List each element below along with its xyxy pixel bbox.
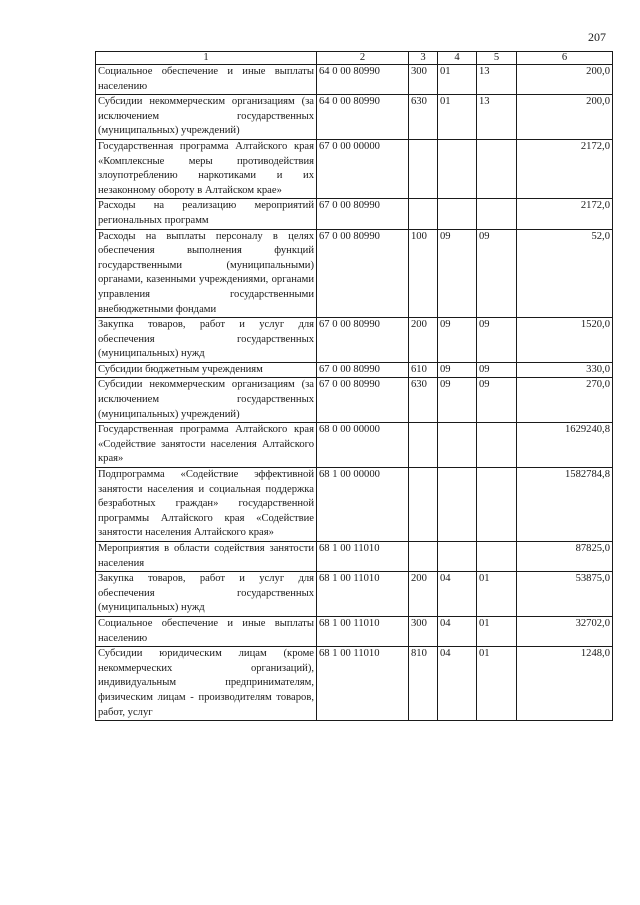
expense-type bbox=[409, 423, 438, 468]
subsection bbox=[477, 199, 517, 229]
amount: 2172,0 bbox=[517, 199, 613, 229]
subsection bbox=[477, 423, 517, 468]
expense-type: 200 bbox=[409, 572, 438, 617]
expense-name: Расходы на выплаты персоналу в целях обеспечения выполнения функций государственными (муниципальными) органами, казенными учреждениями, органами управления государственными внебюджетными фондами bbox=[96, 229, 317, 318]
budget-table bbox=[95, 51, 613, 721]
expense-type: 610 bbox=[409, 362, 438, 378]
section: 04 bbox=[438, 616, 477, 646]
section: 09 bbox=[438, 362, 477, 378]
expense-name: Субсидии некоммерческим организациям (за исключением государственных (муниципальных) учреждений) bbox=[96, 378, 317, 423]
expense-name: Социальное обеспечение и иные выплаты населению bbox=[96, 616, 317, 646]
amount: 52,0 bbox=[517, 229, 613, 318]
expense-type: 300 bbox=[409, 616, 438, 646]
expense-name: Подпрограмма «Содействие эффективной занятости населения и социальная поддержка безработных граждан» государственной программы Алтайского края «Содействие занятости населения Алтайского края» bbox=[96, 468, 317, 542]
expense-name: Закупка товаров, работ и услуг для обеспечения государственных (муниципальных) нужд bbox=[96, 318, 317, 363]
table-row bbox=[96, 199, 613, 229]
section bbox=[438, 542, 477, 572]
expense-name: Субсидии бюджетным учреждениям bbox=[96, 362, 317, 378]
amount: 1582784,8 bbox=[517, 468, 613, 542]
subsection bbox=[477, 542, 517, 572]
section bbox=[438, 139, 477, 198]
section: 09 bbox=[438, 378, 477, 423]
target-code: 68 0 00 00000 bbox=[317, 423, 409, 468]
target-code: 68 1 00 11010 bbox=[317, 616, 409, 646]
table-row bbox=[96, 616, 613, 646]
amount: 1248,0 bbox=[517, 647, 613, 721]
subsection: 13 bbox=[477, 95, 517, 140]
table-row bbox=[96, 423, 613, 468]
amount: 2172,0 bbox=[517, 139, 613, 198]
amount: 32702,0 bbox=[517, 616, 613, 646]
expense-name: Государственная программа Алтайского края «Комплексные меры противодействия злоупотреблению наркотиками и их незаконному обороту в Алтайском крае» bbox=[96, 139, 317, 198]
table-row bbox=[96, 229, 613, 318]
table-row bbox=[96, 318, 613, 363]
expense-name: Социальное обеспечение и иные выплаты населению bbox=[96, 65, 317, 95]
target-code: 68 1 00 00000 bbox=[317, 468, 409, 542]
section: 04 bbox=[438, 572, 477, 617]
table-row bbox=[96, 647, 613, 721]
table-row bbox=[96, 468, 613, 542]
expense-type bbox=[409, 542, 438, 572]
expense-type: 300 bbox=[409, 65, 438, 95]
expense-name: Мероприятия в области содействия занятости населения bbox=[96, 542, 317, 572]
target-code: 68 1 00 11010 bbox=[317, 542, 409, 572]
table-row bbox=[96, 139, 613, 198]
subsection: 13 bbox=[477, 65, 517, 95]
amount: 270,0 bbox=[517, 378, 613, 423]
section bbox=[438, 199, 477, 229]
target-code: 64 0 00 80990 bbox=[317, 95, 409, 140]
table-row bbox=[96, 362, 613, 378]
target-code: 67 0 00 00000 bbox=[317, 139, 409, 198]
expense-type: 810 bbox=[409, 647, 438, 721]
subsection: 01 bbox=[477, 616, 517, 646]
target-code: 67 0 00 80990 bbox=[317, 318, 409, 363]
table-row bbox=[96, 95, 613, 140]
amount: 53875,0 bbox=[517, 572, 613, 617]
header-cell: 6 bbox=[517, 52, 613, 65]
expense-type: 630 bbox=[409, 95, 438, 140]
target-code: 67 0 00 80990 bbox=[317, 378, 409, 423]
subsection: 09 bbox=[477, 362, 517, 378]
header-cell: 1 bbox=[96, 52, 317, 65]
header-row bbox=[96, 52, 613, 65]
target-code: 67 0 00 80990 bbox=[317, 229, 409, 318]
section bbox=[438, 468, 477, 542]
header-cell: 5 bbox=[477, 52, 517, 65]
section: 04 bbox=[438, 647, 477, 721]
expense-type bbox=[409, 199, 438, 229]
expense-type bbox=[409, 468, 438, 542]
header-cell: 4 bbox=[438, 52, 477, 65]
page-number: 207 bbox=[588, 30, 606, 44]
table-row bbox=[96, 572, 613, 617]
header-cell: 3 bbox=[409, 52, 438, 65]
target-code: 67 0 00 80990 bbox=[317, 362, 409, 378]
section bbox=[438, 423, 477, 468]
expense-name: Закупка товаров, работ и услуг для обеспечения государственных (муниципальных) нужд bbox=[96, 572, 317, 617]
target-code: 64 0 00 80990 bbox=[317, 65, 409, 95]
amount: 87825,0 bbox=[517, 542, 613, 572]
subsection: 01 bbox=[477, 572, 517, 617]
expense-type: 100 bbox=[409, 229, 438, 318]
expense-name: Субсидии юридическим лицам (кроме некоммерческих организаций), индивидуальным предпринимателям, физическим лицам - производителям товаров, работ, услуг bbox=[96, 647, 317, 721]
expense-name: Расходы на реализацию мероприятий региональных программ bbox=[96, 199, 317, 229]
subsection: 01 bbox=[477, 647, 517, 721]
header-cell: 2 bbox=[317, 52, 409, 65]
target-code: 68 1 00 11010 bbox=[317, 572, 409, 617]
amount: 1629240,8 bbox=[517, 423, 613, 468]
amount: 200,0 bbox=[517, 95, 613, 140]
section: 09 bbox=[438, 318, 477, 363]
expense-type bbox=[409, 139, 438, 198]
expense-type: 630 bbox=[409, 378, 438, 423]
expense-name: Государственная программа Алтайского края «Содействие занятости населения Алтайского края» bbox=[96, 423, 317, 468]
table-row bbox=[96, 378, 613, 423]
subsection: 09 bbox=[477, 378, 517, 423]
subsection: 09 bbox=[477, 229, 517, 318]
subsection bbox=[477, 468, 517, 542]
table-row bbox=[96, 542, 613, 572]
subsection: 09 bbox=[477, 318, 517, 363]
amount: 1520,0 bbox=[517, 318, 613, 363]
expense-name: Субсидии некоммерческим организациям (за исключением государственных (муниципальных) учреждений) bbox=[96, 95, 317, 140]
amount: 330,0 bbox=[517, 362, 613, 378]
section: 01 bbox=[438, 65, 477, 95]
subsection bbox=[477, 139, 517, 198]
target-code: 67 0 00 80990 bbox=[317, 199, 409, 229]
table-row bbox=[96, 65, 613, 95]
amount: 200,0 bbox=[517, 65, 613, 95]
target-code: 68 1 00 11010 bbox=[317, 647, 409, 721]
expense-type: 200 bbox=[409, 318, 438, 363]
section: 09 bbox=[438, 229, 477, 318]
section: 01 bbox=[438, 95, 477, 140]
